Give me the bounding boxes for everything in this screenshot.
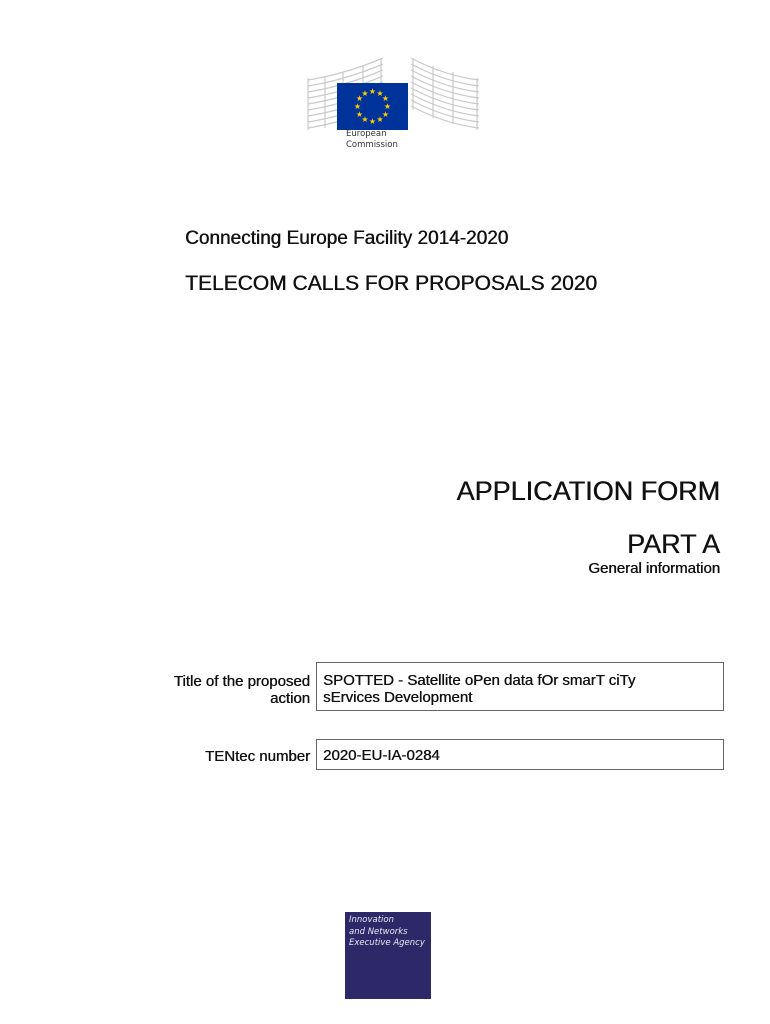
- svg-text:★: ★: [355, 94, 364, 103]
- svg-text:★: ★: [381, 110, 390, 119]
- tentec-number-label: TENtec number: [204, 748, 310, 765]
- svg-text:★: ★: [376, 89, 384, 98]
- logo-text-line1: European: [346, 129, 387, 139]
- form-subtitle: General information: [588, 560, 720, 577]
- action-title-value-line2: sErvices Development: [323, 689, 473, 706]
- tentec-number-field[interactable]: [316, 739, 724, 770]
- action-title-field[interactable]: [316, 662, 724, 711]
- svg-text:★: ★: [353, 102, 362, 111]
- svg-text:★: ★: [383, 102, 392, 111]
- form-title: APPLICATION FORM: [456, 476, 720, 506]
- logo-text-line2: Commission: [346, 140, 398, 150]
- action-title-value-line1: SPOTTED - Satellite oPen data fOr smarT ciTy: [323, 672, 636, 689]
- action-title-label-line2: action: [269, 690, 310, 707]
- tentec-number-value: 2020-EU-IA-0284: [323, 747, 440, 764]
- inea-line3: Executive Agency: [349, 938, 425, 948]
- form-part: PART A: [626, 529, 720, 559]
- svg-text:★: ★: [381, 94, 390, 103]
- call-title: TELECOM CALLS FOR PROPOSALS 2020: [185, 272, 597, 295]
- inea-line1: Innovation: [349, 915, 395, 925]
- svg-text:★: ★: [368, 117, 377, 126]
- inea-logo-text: [349, 915, 429, 950]
- inea-logo: [345, 912, 431, 999]
- action-title-label: [120, 673, 310, 707]
- inea-line2: and Networks: [349, 926, 408, 937]
- programme-title: Connecting Europe Facility 2014-2020: [185, 228, 509, 249]
- svg-text:★: ★: [361, 89, 369, 98]
- action-title-label-line1: Title of the proposed: [173, 673, 310, 690]
- svg-text:★: ★: [376, 115, 384, 124]
- svg-text:★: ★: [368, 87, 377, 96]
- svg-text:★: ★: [355, 110, 364, 119]
- european-commission-name: [346, 129, 416, 151]
- svg-text:★: ★: [361, 115, 369, 124]
